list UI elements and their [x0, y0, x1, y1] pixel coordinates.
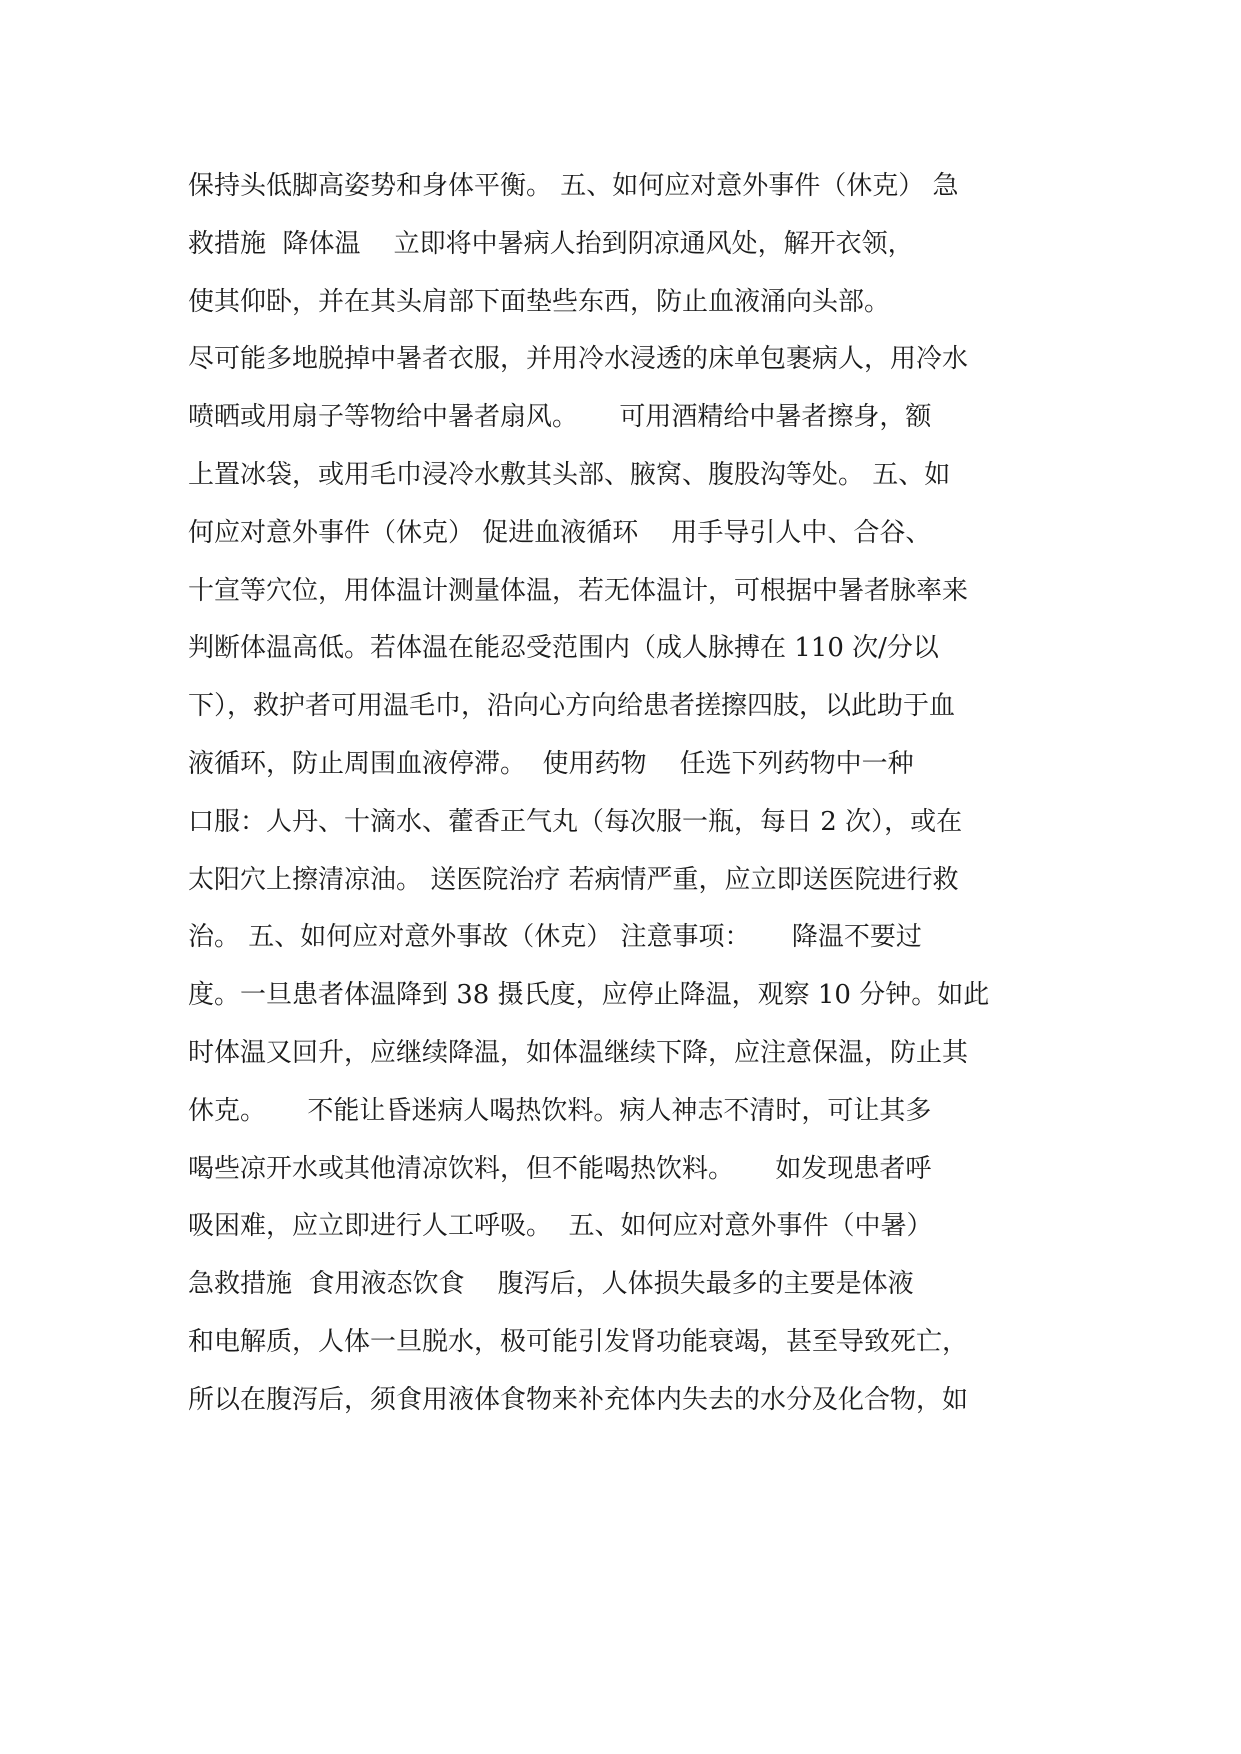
text-line: 喝些凉开水或其他清凉饮料，但不能喝热饮料。 如发现患者呼: [188, 1153, 932, 1184]
text-line: 休克。 不能让昏迷病人喝热饮料。病人神志不清时，可让其多: [188, 1095, 932, 1126]
text-line: 何应对意外事件（休克） 促进血液循环 用手导引人中、合谷、: [188, 517, 932, 548]
text-line: 吸困难，应立即进行人工呼吸。 五、如何应对意外事件（中暑）: [188, 1211, 933, 1242]
text-line: 保持头低脚高姿势和身体平衡。 五、如何应对意外事件（休克） 急: [188, 171, 959, 201]
text-line: 十宣等穴位，用体温计测量体温，若无体温计，可根据中暑者脉率来: [188, 575, 969, 606]
text-line: 喷晒或用扇子等物给中暑者扇风。 可用酒精给中暑者擦身，额: [188, 402, 932, 433]
text-line: 口服：人丹、十滴水、藿香正气丸（每次服一瓶，每日 2 次），或在: [188, 806, 963, 837]
text-line: 下），救护者可用温毛巾，沿向心方向给患者搓擦四肢，以此助于血: [188, 691, 956, 722]
text-line: 救措施 降体温 立即将中暑病人抬到阴凉通风处，解开衣领，: [188, 228, 914, 259]
text-line: 和电解质，人体一旦脱水，极可能引发肾功能衰竭，甚至导致死亡，: [188, 1326, 969, 1357]
text-line: 所以在腹泻后，须食用液体食物来补充体内失去的水分及化合物，如: [188, 1384, 969, 1415]
text-line: 上置冰袋，或用毛巾浸冷水敷其头部、腋窝、腹股沟等处。 五、如: [188, 459, 951, 490]
text-line: 液循环，防止周围血液停滞。 使用药物 任选下列药物中一种: [188, 748, 914, 779]
text-line: 太阳穴上擦清凉油。 送医院治疗 若病情严重，应立即送医院进行救: [188, 864, 959, 895]
text-line: 时体温又回升，应继续降温，如体温继续下降，应注意保温，防止其: [188, 1037, 969, 1068]
text-line: 急救措施 食用液态饮食 腹泻后，人体损失最多的主要是体液: [188, 1269, 914, 1300]
text-line: 判断体温高低。若体温在能忍受范围内（成人脉搏在 110 次/分以: [188, 633, 939, 664]
text-line: 度。一旦患者体温降到 38 摄氏度，应停止降温，观察 10 分钟。如此: [188, 980, 990, 1011]
text-line: 使其仰卧，并在其头肩部下面垫些东西，防止血液涌向头部。: [188, 286, 891, 317]
body-text: [188, 158, 1068, 1430]
text-line: 治。 五、如何应对意外事故（休克） 注意事项： 降温不要过: [188, 922, 922, 953]
text-line: 尽可能多地脱掉中暑者衣服，并用冷水浸透的床单包裹病人，用冷水: [188, 344, 969, 375]
